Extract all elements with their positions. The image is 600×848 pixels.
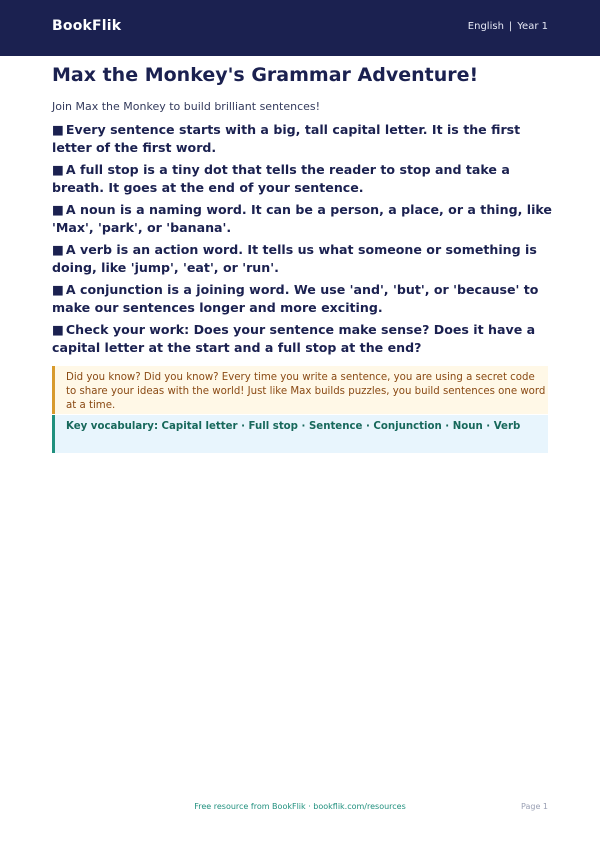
intro-text: Join Max the Monkey to build brilliant sentences! — [52, 100, 321, 113]
bullet-square-icon: ■ — [52, 282, 64, 297]
rule-item — [52, 121, 552, 157]
key-vocabulary-box: Key vocabulary: Capital letter · Full stop · Sentence · Conjunction · Noun · Verb — [52, 415, 548, 453]
rule-item — [52, 201, 552, 237]
rule-item — [52, 321, 552, 357]
bullet-square-icon: ■ — [52, 242, 64, 257]
rule-item — [52, 281, 552, 317]
header-meta — [468, 21, 548, 32]
bullet-square-icon: ■ — [52, 322, 64, 337]
rule-item — [52, 161, 552, 197]
rule-text: A verb is an action word. It tells us what someone or something is doing, like 'jump', 'eat', or 'run'. — [52, 242, 537, 275]
rule-text: A full stop is a tiny dot that tells the reader to stop and take a breath. It goes at the end of your sentence. — [52, 162, 510, 195]
bullet-square-icon: ■ — [52, 202, 64, 217]
header-separator: | — [508, 21, 513, 32]
brand-logo[interactable]: BookFlik — [52, 18, 122, 34]
header-bar — [0, 0, 600, 56]
rule-text: Check your work: Does your sentence make sense? Does it have a capital letter at the start and a full stop at the end? — [52, 322, 536, 355]
page-number: Page 1 — [521, 802, 548, 811]
rule-text: Every sentence starts with a big, tall capital letter. It is the first letter of the first word. — [52, 122, 521, 155]
rule-item — [52, 241, 552, 277]
did-you-know-box: Did you know? Did you know? Every time you write a sentence, you are using a secret code to share your ideas with the world! Just like Max builds puzzles, you build sentences one word at a time. — [52, 366, 548, 414]
bullet-square-icon: ■ — [52, 162, 64, 177]
footer-resource-link[interactable]: Free resource from BookFlik · bookflik.com/resources — [194, 802, 406, 811]
rule-text: A noun is a naming word. It can be a person, a place, or a thing, like 'Max', 'park', or 'banana'. — [52, 202, 552, 235]
subject-label: English — [467, 21, 504, 32]
rule-text: A conjunction is a joining word. We use 'and', 'but', or 'because' to make our sentences longer and more exciting. — [52, 282, 539, 315]
rules-list — [52, 121, 552, 361]
bullet-square-icon: ■ — [52, 122, 64, 137]
page-title: Max the Monkey's Grammar Adventure! — [52, 64, 479, 86]
year-label: Year 1 — [517, 21, 548, 32]
